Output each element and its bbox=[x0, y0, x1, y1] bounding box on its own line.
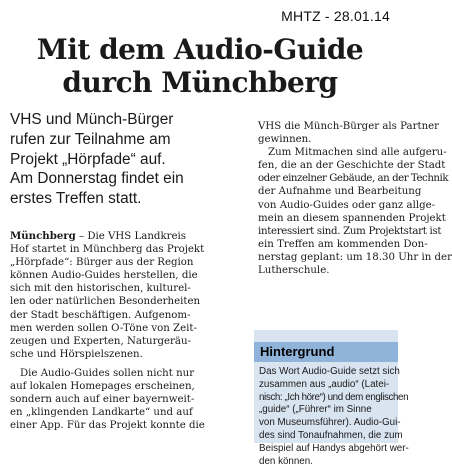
article-line: sondern auch auf einer bayernweit- bbox=[10, 394, 195, 406]
info-box-line: Beispiel auf Handys abgehört wer- bbox=[259, 442, 409, 454]
info-box-line: zusammen aus „audio“ (Latei- bbox=[259, 378, 390, 390]
headline-line: Mit dem Audio-Guide bbox=[36, 33, 364, 66]
info-box-line: „guide“ („Führer“ im Sinne bbox=[259, 404, 372, 416]
article-line: len oder natürlichen Besonderheiten bbox=[10, 296, 201, 308]
dateline: Münchberg bbox=[10, 230, 76, 242]
info-box-line: Das Wort Audio-Guide setzt sich bbox=[259, 366, 400, 377]
article-line: der Stadt beschäftigen. Aufgenom- bbox=[10, 309, 191, 321]
article-line: fen, die an der Geschichte der Stadt bbox=[258, 160, 446, 172]
info-box-line: des sind Tonaufnahmen, die zum bbox=[259, 429, 403, 441]
article-line: Hof startet in Münchberg das Projekt bbox=[10, 244, 205, 256]
article-line: einer App. Für das Projekt konnte die bbox=[10, 420, 205, 432]
subheadline-line: VHS und Münch-Bürger bbox=[10, 111, 174, 128]
article-line: auf lokalen Homepages erscheinen, bbox=[10, 381, 195, 393]
subheadline-line: rufen zur Teilnahme am bbox=[10, 130, 171, 148]
article-line: Lutherschule. bbox=[258, 265, 330, 277]
article-line: sich mit den historischen, kulturel- bbox=[10, 283, 191, 295]
article-line: von Audio-Guides oder ganz allge- bbox=[258, 199, 436, 211]
article-line: ein Treffen am kommenden Don- bbox=[258, 238, 428, 250]
article-line: interessiert sind. Zum Projektstart ist bbox=[258, 225, 442, 237]
article-line: zeugen und Experten, Naturgeräu- bbox=[10, 335, 191, 347]
article-line: men werden sollen O-Töne von Zeit- bbox=[10, 322, 197, 334]
article-column-1 bbox=[10, 230, 246, 432]
article-line: der Aufnahme und Bearbeitung bbox=[258, 186, 422, 198]
info-box-body bbox=[259, 366, 409, 468]
article-line: gewinnen. bbox=[258, 134, 312, 146]
article-line: Zum Mitmachen sind alle aufgeru- bbox=[268, 147, 447, 159]
info-box-title: Hintergrund bbox=[260, 344, 335, 359]
article-line: können Audio-Guides herstellen, die bbox=[10, 270, 198, 282]
info-box-line: von Museumsführer). Audio-Gui- bbox=[259, 417, 401, 429]
headline-line: durch Münchberg bbox=[62, 66, 338, 99]
article-column-2 bbox=[258, 120, 452, 277]
article-line bbox=[10, 230, 246, 243]
article-line: oder einzelner Gebäude, an der Technik bbox=[258, 173, 449, 185]
article-text: – Die VHS Landkreis bbox=[75, 231, 186, 242]
info-box-line: den können. bbox=[259, 455, 313, 467]
background-info-box bbox=[254, 330, 409, 467]
source-date-stamp: MHTZ - 28.01.14 bbox=[281, 8, 390, 24]
article-line: sche und Hörspielszenen. bbox=[10, 348, 143, 360]
article-line: „Hörpfade“: Bürger aus der Region bbox=[10, 257, 194, 269]
article-line: Die Audio-Guides sollen nicht nur bbox=[20, 367, 195, 379]
article-line: VHS die Münch-Bürger als Partner bbox=[258, 121, 440, 132]
article-line: en „klingenden Landkarte“ und auf bbox=[10, 407, 193, 419]
info-box-line: nisch: „Ich höre“) und dem englischen bbox=[259, 391, 409, 403]
article-line: mein an diesem spannenden Projekt bbox=[258, 212, 446, 224]
headline bbox=[0, 33, 400, 99]
subheadline bbox=[10, 110, 245, 209]
subheadline-line: Am Donnerstag findet ein bbox=[10, 170, 184, 188]
subheadline-line: erstes Treffen statt. bbox=[10, 190, 142, 208]
article-line: nerstag geplant: um 18.30 Uhr in der bbox=[258, 251, 452, 263]
subheadline-line: Projekt „Hörpfade“ auf. bbox=[10, 150, 166, 168]
